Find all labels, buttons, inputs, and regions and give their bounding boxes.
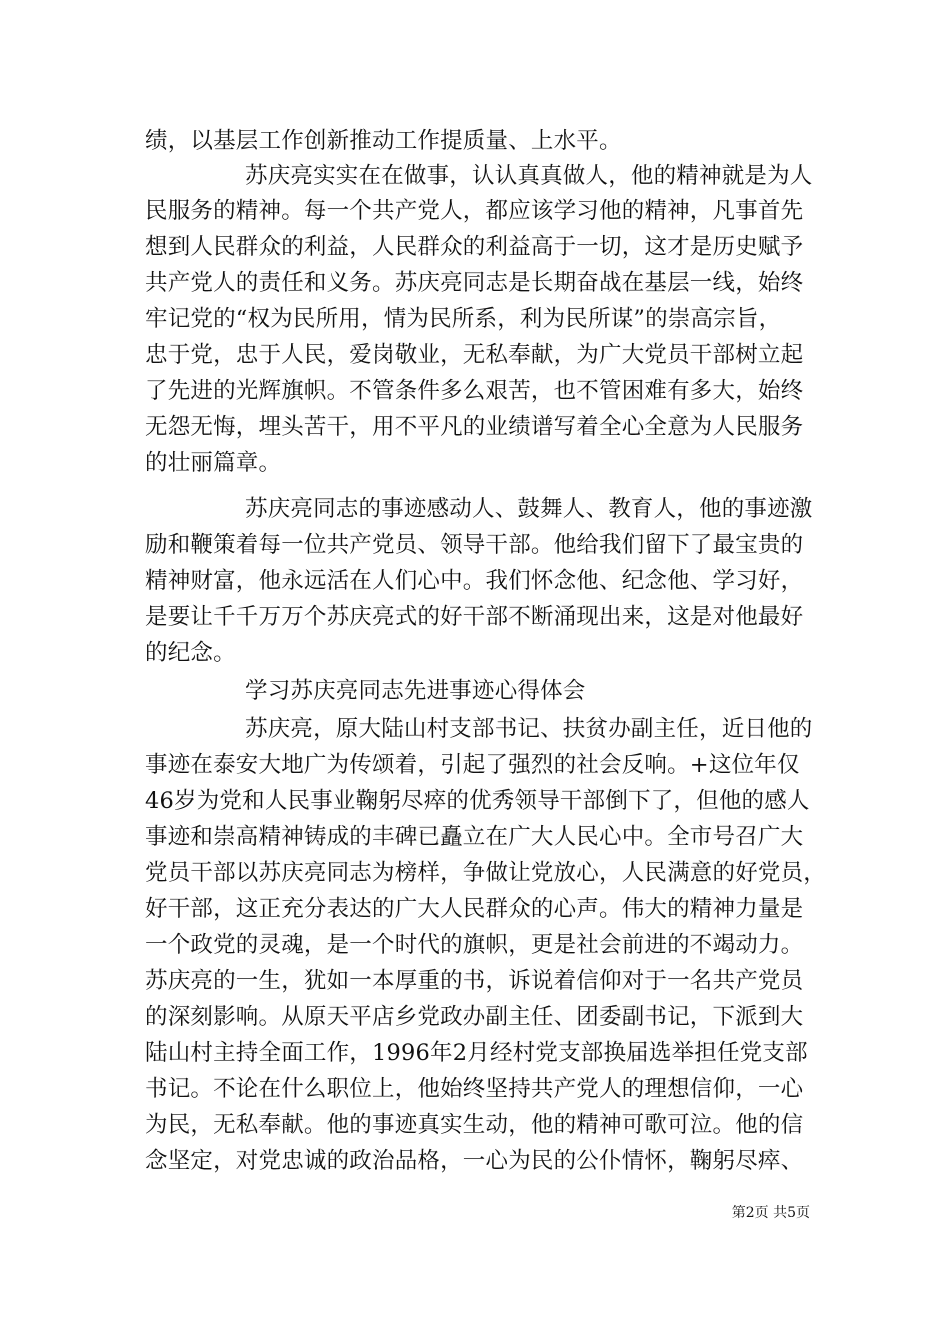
text-line: 是要让千千万万个苏庆亮式的好干部不断涌现出来，这是对他最好 [145, 604, 804, 630]
section-title: 学习苏庆亮同志先进事迹心得体会 [245, 678, 586, 704]
text-line: 无怨无悔，埋头苦干，用不平凡的业绩谱写着全心全意为人民服务 [145, 414, 804, 440]
text-line: 牢记党的“权为民所用，情为民所系，利为民所谋”的崇高宗旨， [145, 306, 782, 332]
text-line: 书记。不论在什么职位上，他始终坚持共产党人的理想信仰，一心 [145, 1076, 804, 1102]
text-line: 苏庆亮的一生，犹如一本厚重的书，诉说着信仰对于一名共产党员 [145, 968, 804, 994]
text-line: 苏庆亮，原大陆山村支部书记、扶贫办副主任，近日他的 [245, 716, 813, 742]
text-line: 民服务的精神。每一个共产党人，都应该学习他的精神，凡事首先 [145, 198, 804, 224]
text-line: 精神财富，他永远活在人们心中。我们怀念他、纪念他、学习好， [145, 568, 804, 594]
text-line: 想到人民群众的利益，人民群众的利益高于一切，这才是历史赋予 [145, 234, 804, 260]
text-line: 党员干部以苏庆亮同志为榜样，争做让党放心，人民满意的好党员， [145, 860, 827, 886]
text-line: 好干部，这正充分表达的广大人民群众的心声。伟大的精神力量是 [145, 896, 804, 922]
page-number: 第2页 共5页 [731, 1205, 810, 1221]
text-line: 绩，以基层工作创新推动工作提质量、上水平。 [145, 128, 622, 154]
text-line: 事迹在泰安大地广为传颂着，引起了强烈的社会反响。+这位年仅 [145, 752, 800, 778]
text-line: 了先进的光辉旗帜。不管条件多么艰苦，也不管困难有多大，始终 [145, 378, 804, 404]
text-line: 苏庆亮实实在在做事，认认真真做人，他的精神就是为人 [245, 163, 813, 189]
text-line: 忠于党，忠于人民，爱岗敬业，无私奉献，为广大党员干部树立起 [145, 342, 804, 368]
text-line: 46岁为党和人民事业鞠躬尽瘁的优秀领导干部倒下了，但他的感人 [145, 788, 810, 814]
text-line: 念坚定，对党忠诚的政治品格，一心为民的公仆情怀，鞠躬尽瘁、 [145, 1148, 804, 1174]
text-line: 共产党人的责任和义务。苏庆亮同志是长期奋战在基层一线，始终 [145, 270, 804, 296]
text-line: 陆山村主持全面工作，1996年2月经村党支部换届选举担任党支部 [145, 1040, 808, 1066]
text-line: 的壮丽篇章。 [145, 450, 282, 476]
text-line: 苏庆亮同志的事迹感动人、鼓舞人、教育人，他的事迹激 [245, 496, 813, 522]
text-line: 事迹和崇高精神铸成的丰碑已矗立在广大人民心中。全市号召广大 [145, 824, 804, 850]
text-line: 一个政党的灵魂，是一个时代的旗帜，更是社会前进的不竭动力。 [145, 932, 804, 958]
text-line: 的纪念。 [145, 640, 236, 666]
text-line: 励和鞭策着每一位共产党员、领导干部。他给我们留下了最宝贵的 [145, 532, 804, 558]
text-line: 为民，无私奉献。他的事迹真实生动，他的精神可歌可泣。他的信 [145, 1112, 804, 1138]
text-line: 的深刻影响。从原天平店乡党政办副主任、团委副书记，下派到大 [145, 1004, 804, 1030]
